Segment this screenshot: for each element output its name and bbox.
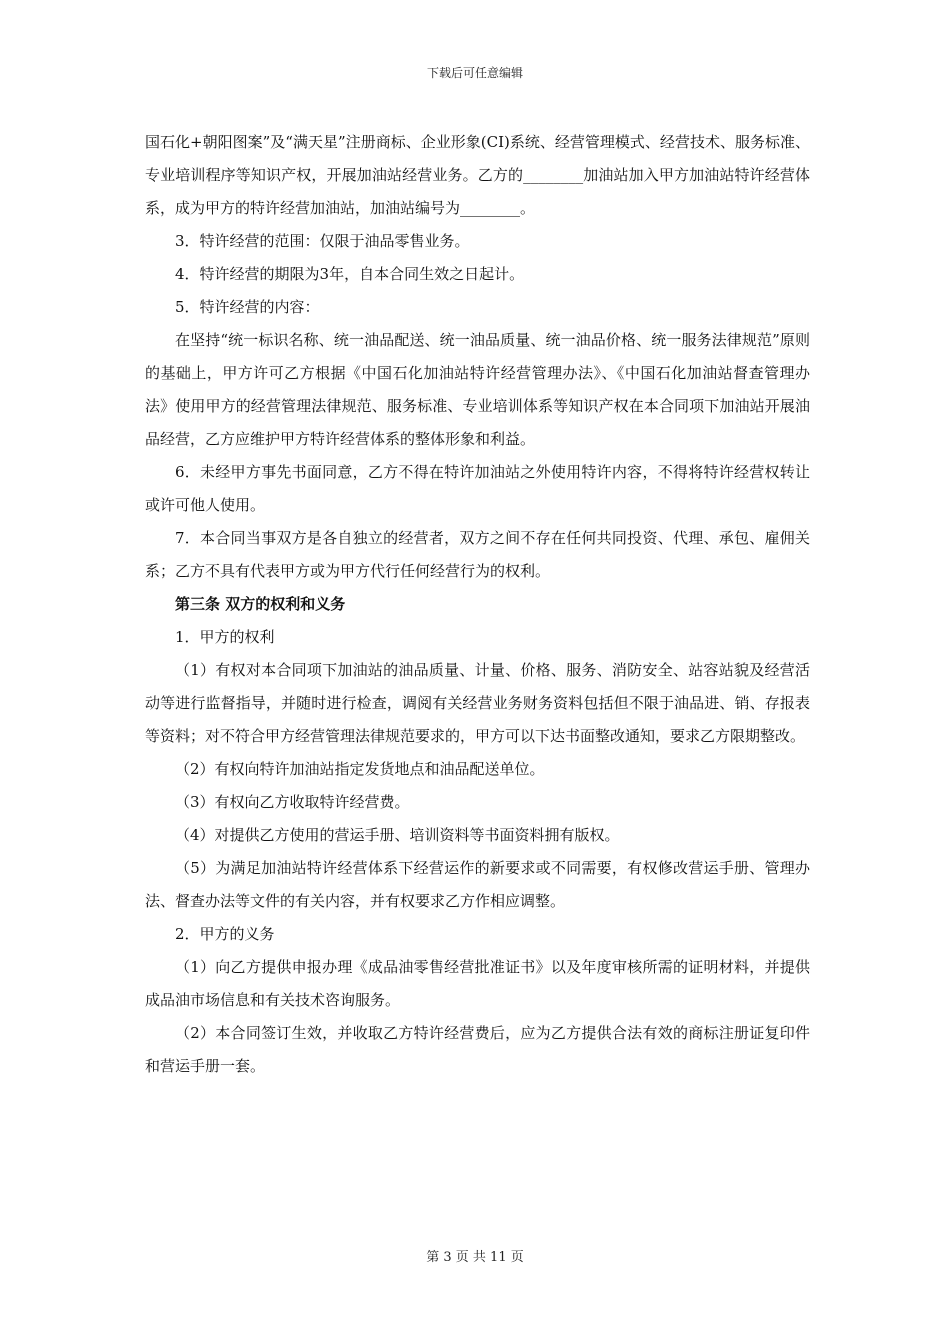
list-item-right-2: （2）有权向特许加油站指定发货地点和油品配送单位。 [175, 760, 545, 778]
list-item-obligation-2: （2）本合同签订生效，并收取乙方特许经营费后，应为乙方提供合法有效的商标注册证复印件和营运手册一套。 [145, 1024, 810, 1075]
paragraph-scope: 3．特许经营的范围：仅限于油品零售业务。 [175, 232, 470, 250]
section-heading-rights-obligations: 第三条 双方的权利和义务 [175, 595, 346, 613]
list-item-right-1: （1）有权对本合同项下加油站的油品质量、计量、价格、服务、消防安全、站容站貌及经营活动等进行监督指导，并随时进行检查，调阅有关经营业务财务资料包括但不限于油品进、销、存报表等资料；对不符合甲方经营管理法律规范要求的，甲方可以下达书面整改通知，要求乙方限期整改。 [145, 661, 810, 745]
paragraph-continuation: 国石化+朝阳图案”及“满天星”注册商标、企业形象(CI)系统、经营管理模式、经营技术、服务标准、专业培训程序等知识产权，开展加油站经营业务。乙方的________加油站加入甲方加油站特许经营体系，成为甲方的特许经营加油站，加油站编号为________。 [145, 133, 810, 217]
paragraph-content-title: 5．特许经营的内容： [175, 298, 320, 316]
page-footer-number: 第 3 页 共 11 页 [426, 1250, 524, 1265]
paragraph-content-detail: 在坚持“统一标识名称、统一油品配送、统一油品质量、统一油品价格、统一服务法律规范”原则的基础上，甲方许可乙方根据《中国石化加油站特许经营管理办法》、《中国石化加油站督查管理办法》使用甲方的经营管理法律规范、服务标准、专业培训体系等知识产权在本合同项下加油站开展油品经营，乙方应维护甲方特许经营体系的整体形象和利益。 [145, 331, 810, 448]
paragraph-term: 4．特许经营的期限为3年，自本合同生效之日起计。 [175, 265, 525, 283]
page-header-note: 下载后可任意编辑 [426, 66, 523, 80]
list-item-right-3: （3）有权向乙方收取特许经营费。 [175, 793, 410, 811]
list-item-obligation-1: （1）向乙方提供申报办理《成品油零售经营批准证书》以及年度审核所需的证明材料，并提供成品油市场信息和有关技术咨询服务。 [145, 958, 810, 1009]
subheading-party-a-rights: 1．甲方的权利 [175, 628, 275, 646]
list-item-right-5: （5）为满足加油站特许经营体系下经营运作的新要求或不同需要，有权修改营运手册、管理办法、督查办法等文件的有关内容，并有权要求乙方作相应调整。 [145, 859, 810, 910]
paragraph-independence: 7．本合同当事双方是各自独立的经营者，双方之间不存在任何共同投资、代理、承包、雇佣关系；乙方不具有代表甲方或为甲方代行任何经营行为的权利。 [145, 529, 810, 580]
subheading-party-a-obligations: 2．甲方的义务 [175, 925, 275, 943]
paragraph-no-transfer: 6．未经甲方事先书面同意，乙方不得在特许加油站之外使用特许内容，不得将特许经营权转让或许可他人使用。 [145, 463, 810, 514]
list-item-right-4: （4）对提供乙方使用的营运手册、培训资料等书面资料拥有版权。 [175, 826, 620, 844]
document-body [145, 126, 810, 1083]
